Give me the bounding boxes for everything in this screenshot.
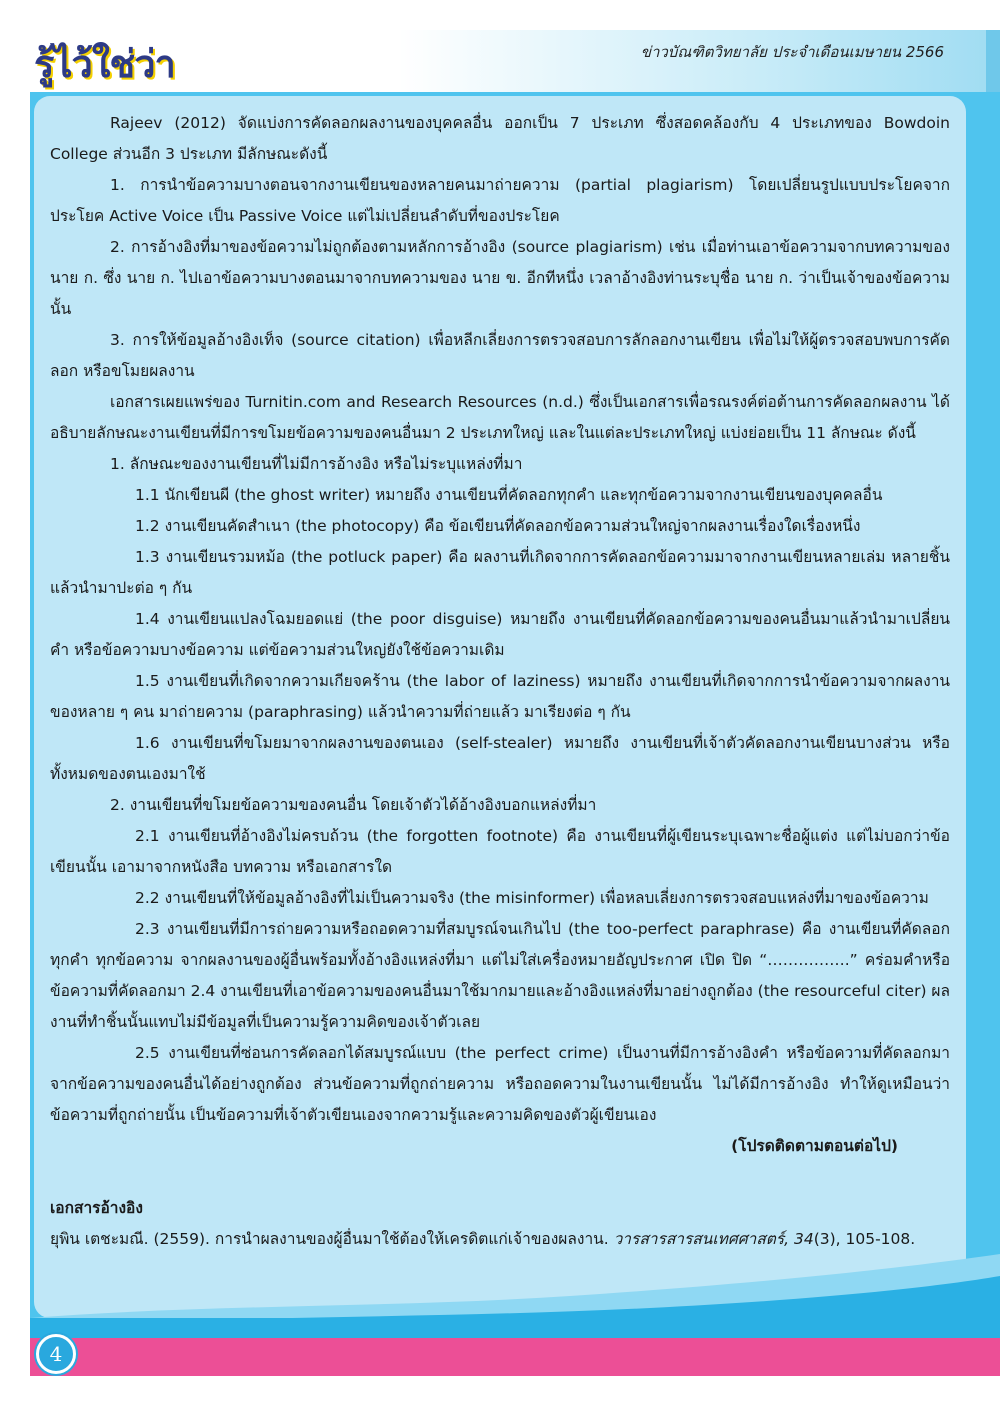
paragraph: เอกสารเผยแพร่ของ Turnitin.com and Research Resources (n.d.) ซึ่งเป็นเอกสารเพื่อรณรงค์ต่อต้านการคัดลอกผลงาน ได้อธิบายลักษณะงานเขียนที่มีการขโมยข้อความของคนอื่นมา 2 ประเภทใหญ่ และในแต่ละประเภทใหญ่ แบ่งย่อยเป็น 11 ลักษณะ ดังนี้: [50, 393, 950, 442]
page-number: 4: [36, 1334, 76, 1374]
paragraph: 2.1 งานเขียนที่อ้างอิงไม่ครบถ้วน (the forgotten footnote) คือ งานเขียนที่ผู้เขียนระบุเฉพาะชื่อผู้แต่ง แต่ไม่บอกว่าข้อเขียนนั้น เอามาจากหนังสือ บทความ หรือเอกสารใด: [50, 827, 950, 876]
paragraph: 2.3 งานเขียนที่มีการถ่ายความหรือถอดความที่สมบูรณ์จนเกินไป (the too-perfect paraphrase) คือ งานเขียนที่คัดลอกทุกคำ ทุกข้อความ จากผลงานของผู้อื่นพร้อมทั้งอ้างอิงแหล่งที่มา แต่ไม่ใส่เครื่องหมายอัญประกาศ เปิด ปิด “…………….” คร่อมคำหรือข้อความที่คัดลอกมา 2.4 งานเขียนที่เอาข้อความของคนอื่นมาใช้มากมายและอ้างอิงแหล่งที่มาอย่างถูกต้อง (the resourceful citer) ผลงานที่ทำชิ้นนั้นแทบไม่มีข้อมูลที่เป็นความรู้ความคิดของเจ้าตัวเลย: [50, 920, 951, 1031]
paragraph: 1.6 งานเขียนที่ขโมยมาจากผลงานของตนเอง (self-stealer) หมายถึง งานเขียนที่เจ้าตัวคัดลอกงานเขียนบางส่วน หรือทั้งหมดของตนเองมาใช้: [50, 734, 950, 783]
paragraph: 2. การอ้างอิงที่มาของข้อความไม่ถูกต้องตามหลักการอ้างอิง (source plagiarism) เช่น เมื่อท่านเอาข้อความจากบทความของ นาย ก. ซึ่ง นาย ก. ไปเอาข้อความบางตอนมาจากบทความของ นาย ข. อีกทีหนึ่ง เวลาอ้างอิงท่านระบุชื่อ นาย ก. ว่าเป็นเจ้าของข้อความนั้น: [50, 238, 950, 318]
paragraph: 2.2 งานเขียนที่ให้ข้อมูลอ้างอิงที่ไม่เป็นความจริง (the misinformer) เพื่อหลบเลี่ยงการตรวจสอบแหล่งที่มาของข้อความ: [135, 889, 929, 907]
continued-note: (โปรดติดตามตอนต่อไป): [731, 1137, 898, 1155]
issue-line: ข่าวบัณฑิตวิทยาลัย ประจำเดือนเมษายน 2566: [640, 43, 944, 61]
paragraph: 1. ลักษณะของงานเขียนที่ไม่มีการอ้างอิง หรือไม่ระบุแหล่งที่มา: [110, 455, 523, 473]
footer-blue-band: [30, 1318, 1000, 1338]
reference-journal: วารสารสารสนเทศศาสตร์, 34: [613, 1230, 814, 1248]
paragraph-list: [50, 108, 950, 1131]
paragraph: Rajeev (2012) จัดแบ่งการคัดลอกผลงานของบุคคลอื่น ออกเป็น 7 ประเภท ซึ่งสอดคล้องกับ 4 ประเภทของ Bowdoin College ส่วนอีก 3 ประเภท มีลักษณะดังนี้: [50, 114, 950, 163]
paragraph: 2.5 งานเขียนที่ซ่อนการคัดลอกได้สมบูรณ์แบบ (the perfect crime) เป็นงานที่มีการอ้างอิงคำ หรือข้อความที่คัดลอกมาจากข้อความของคนอื่นได้อย่างถูกต้อง ส่วนข้อความที่ถูกถ่ายความ หรือถอดความในงานเขียนนั้น ไม่ได้มีการอ้างอิง ทำให้ดูเหมือนว่า ข้อความที่ถูกถ่ายนั้น เป็นข้อความที่เจ้าตัวเขียนเองจากความรู้และความคิดของตัวผู้เขียนเอง: [50, 1044, 950, 1124]
footer-pink-band: [30, 1338, 1000, 1376]
reference-main: ยุพิน เตชะมณี. (2559). การนำผลงานของผู้อื่นมาใช้ต้องให้เครดิตแก่เจ้าของผลงาน.: [50, 1230, 614, 1248]
column-title: รู้ไว้ใช่ว่า: [34, 42, 175, 86]
references-heading: เอกสารอ้างอิง: [50, 1199, 143, 1217]
paragraph: 1.5 งานเขียนที่เกิดจากความเกียจคร้าน (the labor of laziness) หมายถึง งานเขียนที่เกิดจากการนำข้อความจากผลงานของหลาย ๆ คน มาถ่ายความ (paraphrasing) แล้วนำความที่ถ่ายแล้ว มาเรียงต่อ ๆ กัน: [50, 672, 950, 721]
reference-entry: [50, 1224, 950, 1255]
paragraph: 1.4 งานเขียนแปลงโฉมยอดแย่ (the poor disguise) หมายถึง งานเขียนที่คัดลอกข้อความของคนอื่นมาแล้วนำมาเปลี่ยนคำ หรือข้อความบางข้อความ แต่ข้อความส่วนใหญ่ยังใช้ข้อความเดิม: [50, 610, 950, 659]
header-tab: [986, 30, 1000, 92]
article-body: [50, 108, 950, 1255]
paragraph: 1. การนำข้อความบางตอนจากงานเขียนของหลายคนมาถ่ายความ (partial plagiarism) โดยเปลี่ยนรูปแบบประโยคจากประโยค Active Voice เป็น Passive Voice แต่ไม่เปลี่ยนลำดับที่ของประโยค: [50, 176, 950, 225]
paragraph: 1.3 งานเขียนรวมหม้อ (the potluck paper) คือ ผลงานที่เกิดจากการคัดลอกข้อความมาจากงานเขียนหลายเล่ม หลายชิ้น แล้วนำมาปะต่อ ๆ กัน: [50, 548, 950, 597]
paragraph: 1.2 งานเขียนคัดสำเนา (the photocopy) คือ ข้อเขียนที่คัดลอกข้อความส่วนใหญ่จากผลงานเรื่องใดเรื่องหนึ่ง: [135, 517, 861, 535]
reference-tail: (3), 105-108.: [813, 1230, 916, 1248]
paragraph: 1.1 นักเขียนผี (the ghost writer) หมายถึง งานเขียนที่คัดลอกทุกคำ และทุกข้อความจากงานเขียนของบุคคลอื่น: [135, 486, 883, 504]
paragraph: 2. งานเขียนที่ขโมยข้อความของคนอื่น โดยเจ้าตัวได้อ้างอิงบอกแหล่งที่มา: [110, 796, 597, 814]
paragraph: 3. การให้ข้อมูลอ้างอิงเท็จ (source citation) เพื่อหลีกเลี่ยงการตรวจสอบการลักลอกงานเขียน เพื่อไม่ให้ผู้ตรวจสอบพบการคัดลอก หรือขโมยผลงาน: [50, 331, 950, 380]
